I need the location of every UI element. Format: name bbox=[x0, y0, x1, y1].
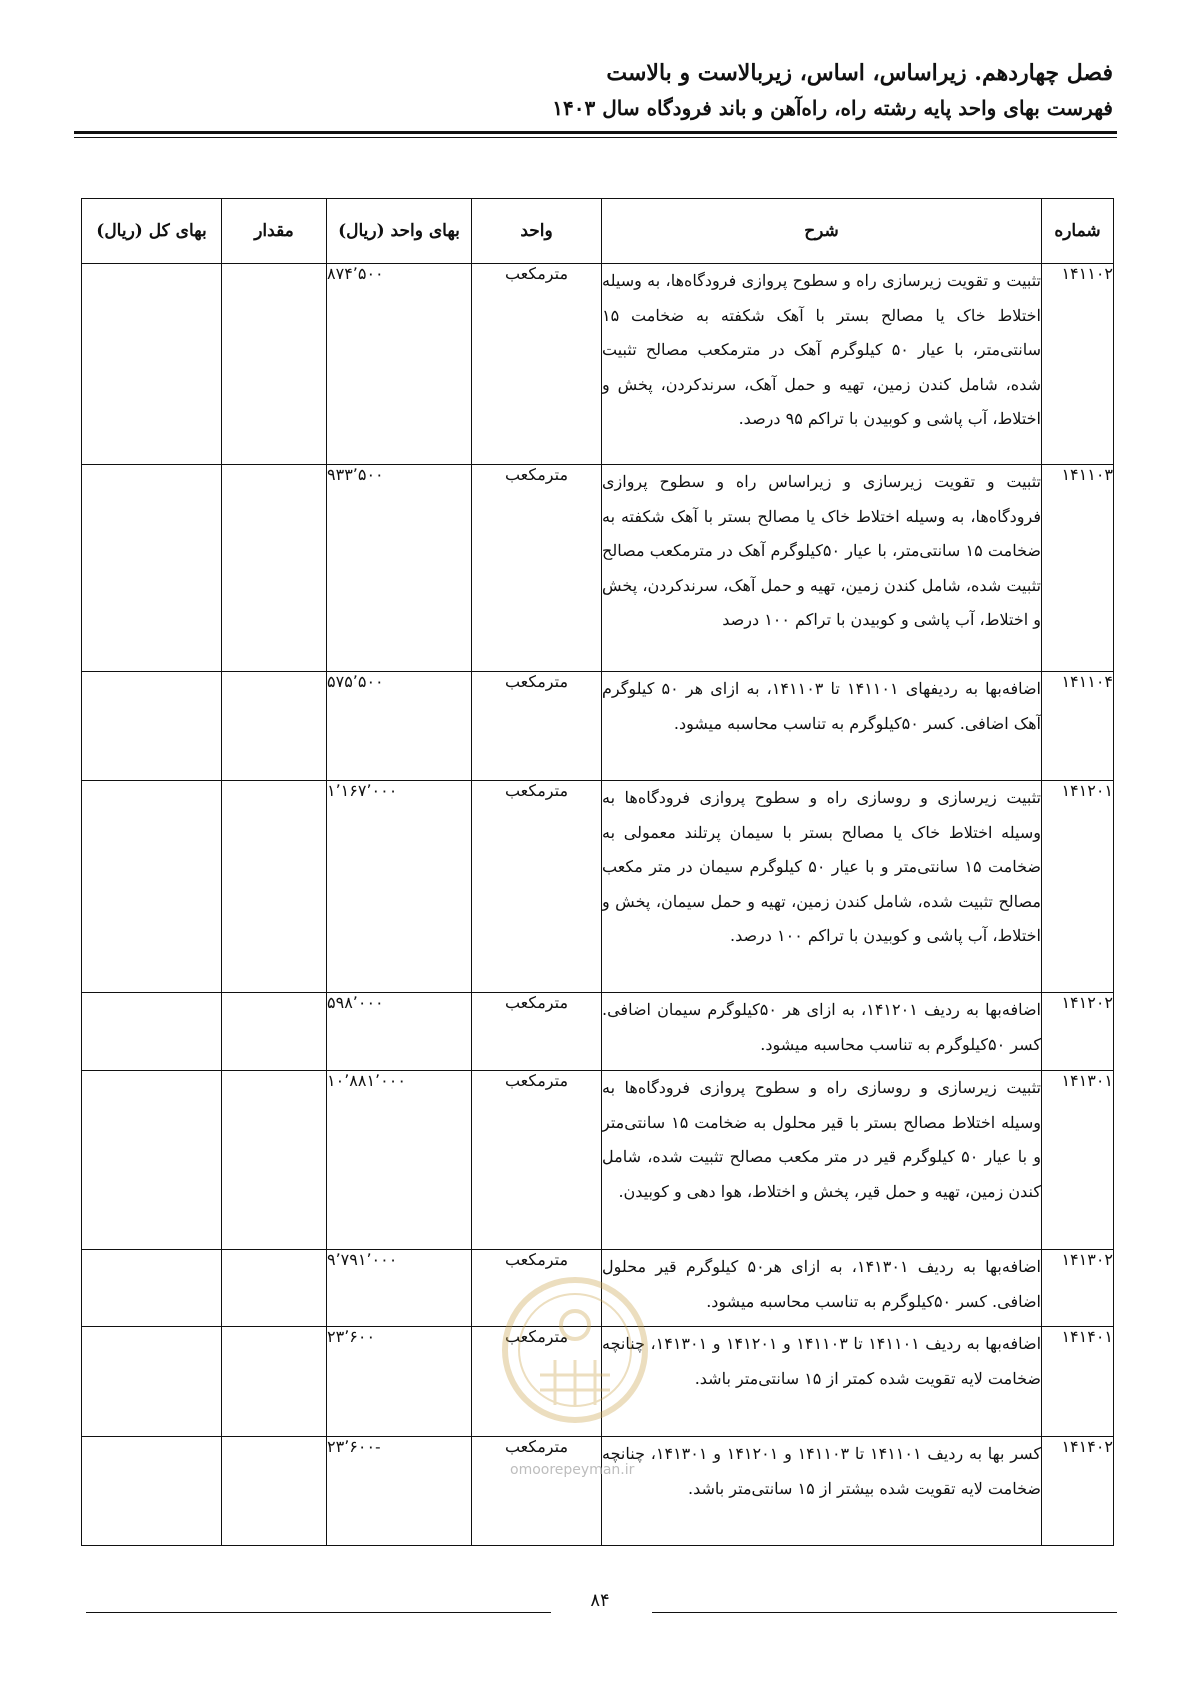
item-description: تثبیت زیرسازی و روسازی راه و سطوح پروازی فرودگاه‌ها به وسیله اختلاط مصالح بستر با قیر محلول به ضخامت ۱۵ سانتی‌متر و با عیار ۵۰ کیلوگرم قیر در متر مکعب مصالح تثبیت شده، شامل کندن زمین، تهیه و حمل قیر، پخش و اختلاط، هوا دهی و کوبیدن. bbox=[602, 1071, 1042, 1250]
page-header bbox=[78, 56, 1113, 124]
footer-rule-right bbox=[652, 1612, 1117, 1613]
watermark-text: omoorepeyman.ir bbox=[510, 1462, 635, 1478]
item-code: ۱۴۱۲۰۱ bbox=[1042, 781, 1114, 993]
item-unit: مترمکعب bbox=[472, 465, 602, 672]
item-unit: مترمکعب bbox=[472, 993, 602, 1071]
item-unit-price: ۸۷۴٬۵۰۰ bbox=[327, 264, 472, 465]
item-description: کسر بها به ردیف ۱۴۱۱۰۱ تا ۱۴۱۱۰۳ و ۱۴۱۲۰۱ و ۱۴۱۳۰۱، چنانچه ضخامت لایه تقویت شده بیشتر از ۱۵ سانتی‌متر باشد. bbox=[602, 1437, 1042, 1546]
item-qty bbox=[222, 264, 327, 465]
item-unit: مترمکعب bbox=[472, 1437, 602, 1546]
item-unit: مترمکعب bbox=[472, 672, 602, 781]
column-header-total: بهای کل (ریال) bbox=[82, 199, 222, 264]
table-header-row bbox=[82, 199, 1114, 264]
column-header-unit-price: بهای واحد (ریال) bbox=[327, 199, 472, 264]
item-qty bbox=[222, 1071, 327, 1250]
item-total bbox=[82, 1327, 222, 1437]
item-code: ۱۴۱۱۰۴ bbox=[1042, 672, 1114, 781]
item-code: ۱۴۱۳۰۱ bbox=[1042, 1071, 1114, 1250]
item-code: ۱۴۱۱۰۲ bbox=[1042, 264, 1114, 465]
item-unit-price: ۲۳٬۶۰۰ bbox=[327, 1327, 472, 1437]
item-qty bbox=[222, 672, 327, 781]
item-total bbox=[82, 1250, 222, 1327]
column-header-desc: شرح bbox=[602, 199, 1042, 264]
item-unit: مترمکعب bbox=[472, 264, 602, 465]
item-description: تثبیت زیرسازی و روسازی راه و سطوح پروازی فرودگاه‌ها به وسیله اختلاط خاک یا مصالح بستر با سیمان پرتلند معمولی به ضخامت ۱۵ سانتی‌متر و با عیار ۵۰ کیلوگرم سیمان در متر مکعب مصالح تثبیت شده، شامل کندن زمین، تهیه و حمل سیمان، پخش و اختلاط، آب پاشی و کوبیدن با تراکم ۱۰۰ درصد. bbox=[602, 781, 1042, 993]
column-header-unit: واحد bbox=[472, 199, 602, 264]
item-qty bbox=[222, 1327, 327, 1437]
footer-rule-left bbox=[86, 1612, 551, 1613]
table-row bbox=[82, 1071, 1114, 1250]
item-code: ۱۴۱۱۰۳ bbox=[1042, 465, 1114, 672]
item-qty bbox=[222, 993, 327, 1071]
page-number: ۸۴ bbox=[590, 1590, 610, 1611]
item-unit-price: ۹۳۳٬۵۰۰ bbox=[327, 465, 472, 672]
item-total bbox=[82, 672, 222, 781]
chapter-title: فصل چهاردهم. زیراساس، اساس، زیربالاست و بالاست bbox=[606, 60, 1113, 86]
item-unit: مترمکعب bbox=[472, 781, 602, 993]
item-qty bbox=[222, 1250, 327, 1327]
item-code: ۱۴۱۲۰۲ bbox=[1042, 993, 1114, 1071]
column-header-qty: مقدار bbox=[222, 199, 327, 264]
table-row bbox=[82, 465, 1114, 672]
item-code: ۱۴۱۴۰۲ bbox=[1042, 1437, 1114, 1546]
list-title: فهرست بهای واحد پایه رشته راه، راه‌آهن و باند فرودگاه سال ۱۴۰۳ bbox=[552, 96, 1113, 120]
item-unit: مترمکعب bbox=[472, 1250, 602, 1327]
item-description: اضافه‌بها به ردیف ۱۴۱۱۰۱ تا ۱۴۱۱۰۳ و ۱۴۱۲۰۱ و ۱۴۱۳۰۱، چنانچه ضخامت لایه تقویت شده کمتر از ۱۵ سانتی‌متر باشد. bbox=[602, 1327, 1042, 1437]
item-description: اضافه‌بها به ردیفهای ۱۴۱۱۰۱ تا ۱۴۱۱۰۳، به ازای هر ۵۰ کیلوگرم آهک اضافی. کسر ۵۰کیلوگرم به تناسب محاسبه میشود. bbox=[602, 672, 1042, 781]
item-unit-price: ۱٬۱۶۷٬۰۰۰ bbox=[327, 781, 472, 993]
table-row bbox=[82, 1250, 1114, 1327]
header-rule-thin bbox=[74, 137, 1117, 138]
item-unit-price: ۹٬۷۹۱٬۰۰۰ bbox=[327, 1250, 472, 1327]
item-description: تثبیت و تقویت زیرسازی و زیراساس راه و سطوح پروازی فرودگاه‌ها، به وسیله اختلاط خاک یا مصالح بستر با آهک شکفته به ضخامت ۱۵ سانتی‌متر، با عیار ۵۰کیلوگرم آهک در مترمکعب مصالح تثبیت شده، شامل کندن زمین، تهیه و حمل آهک، سرندکردن، پخش و اختلاط، آب پاشی و کوبیدن با تراکم ۱۰۰ درصد bbox=[602, 465, 1042, 672]
item-unit: مترمکعب bbox=[472, 1071, 602, 1250]
item-qty bbox=[222, 465, 327, 672]
table-row bbox=[82, 1437, 1114, 1546]
item-unit-price: -۲۳٬۶۰۰ bbox=[327, 1437, 472, 1546]
table-row bbox=[82, 264, 1114, 465]
table-row bbox=[82, 781, 1114, 993]
table-row bbox=[82, 1327, 1114, 1437]
item-total bbox=[82, 1071, 222, 1250]
table-row bbox=[82, 993, 1114, 1071]
item-unit-price: ۵۷۵٬۵۰۰ bbox=[327, 672, 472, 781]
column-header-code: شماره bbox=[1042, 199, 1114, 264]
item-unit-price: ۱۰٬۸۸۱٬۰۰۰ bbox=[327, 1071, 472, 1250]
item-unit: مترمکعب bbox=[472, 1327, 602, 1437]
item-total bbox=[82, 993, 222, 1071]
item-total bbox=[82, 465, 222, 672]
item-unit-price: ۵۹۸٬۰۰۰ bbox=[327, 993, 472, 1071]
header-rule-thick bbox=[74, 131, 1117, 134]
table-row bbox=[82, 672, 1114, 781]
item-description: اضافه‌بها به ردیف ۱۴۱۳۰۱، به ازای هر۵۰ کیلوگرم قیر محلول اضافی. کسر ۵۰کیلوگرم به تناسب محاسبه میشود. bbox=[602, 1250, 1042, 1327]
item-total bbox=[82, 781, 222, 993]
item-code: ۱۴۱۳۰۲ bbox=[1042, 1250, 1114, 1327]
item-code: ۱۴۱۴۰۱ bbox=[1042, 1327, 1114, 1437]
item-qty bbox=[222, 781, 327, 993]
price-table bbox=[81, 198, 1114, 1546]
item-total bbox=[82, 264, 222, 465]
item-description: تثبیت و تقویت زیرسازی راه و سطوح پروازی فرودگاه‌ها، به وسیله اختلاط خاک یا مصالح بستر با آهک شکفته به ضخامت ۱۵ سانتی‌متر، با عیار ۵۰ کیلوگرم آهک در مترمکعب مصالح تثبیت شده، شامل کندن زمین، تهیه و حمل آهک، سرندکردن، پخش و اختلاط، آب پاشی و کوبیدن با تراکم ۹۵ درصد. bbox=[602, 264, 1042, 465]
item-description: اضافه‌بها به ردیف ۱۴۱۲۰۱، به ازای هر ۵۰کیلوگرم سیمان اضافی. کسر ۵۰کیلوگرم به تناسب محاسبه میشود. bbox=[602, 993, 1042, 1071]
item-qty bbox=[222, 1437, 327, 1546]
item-total bbox=[82, 1437, 222, 1546]
